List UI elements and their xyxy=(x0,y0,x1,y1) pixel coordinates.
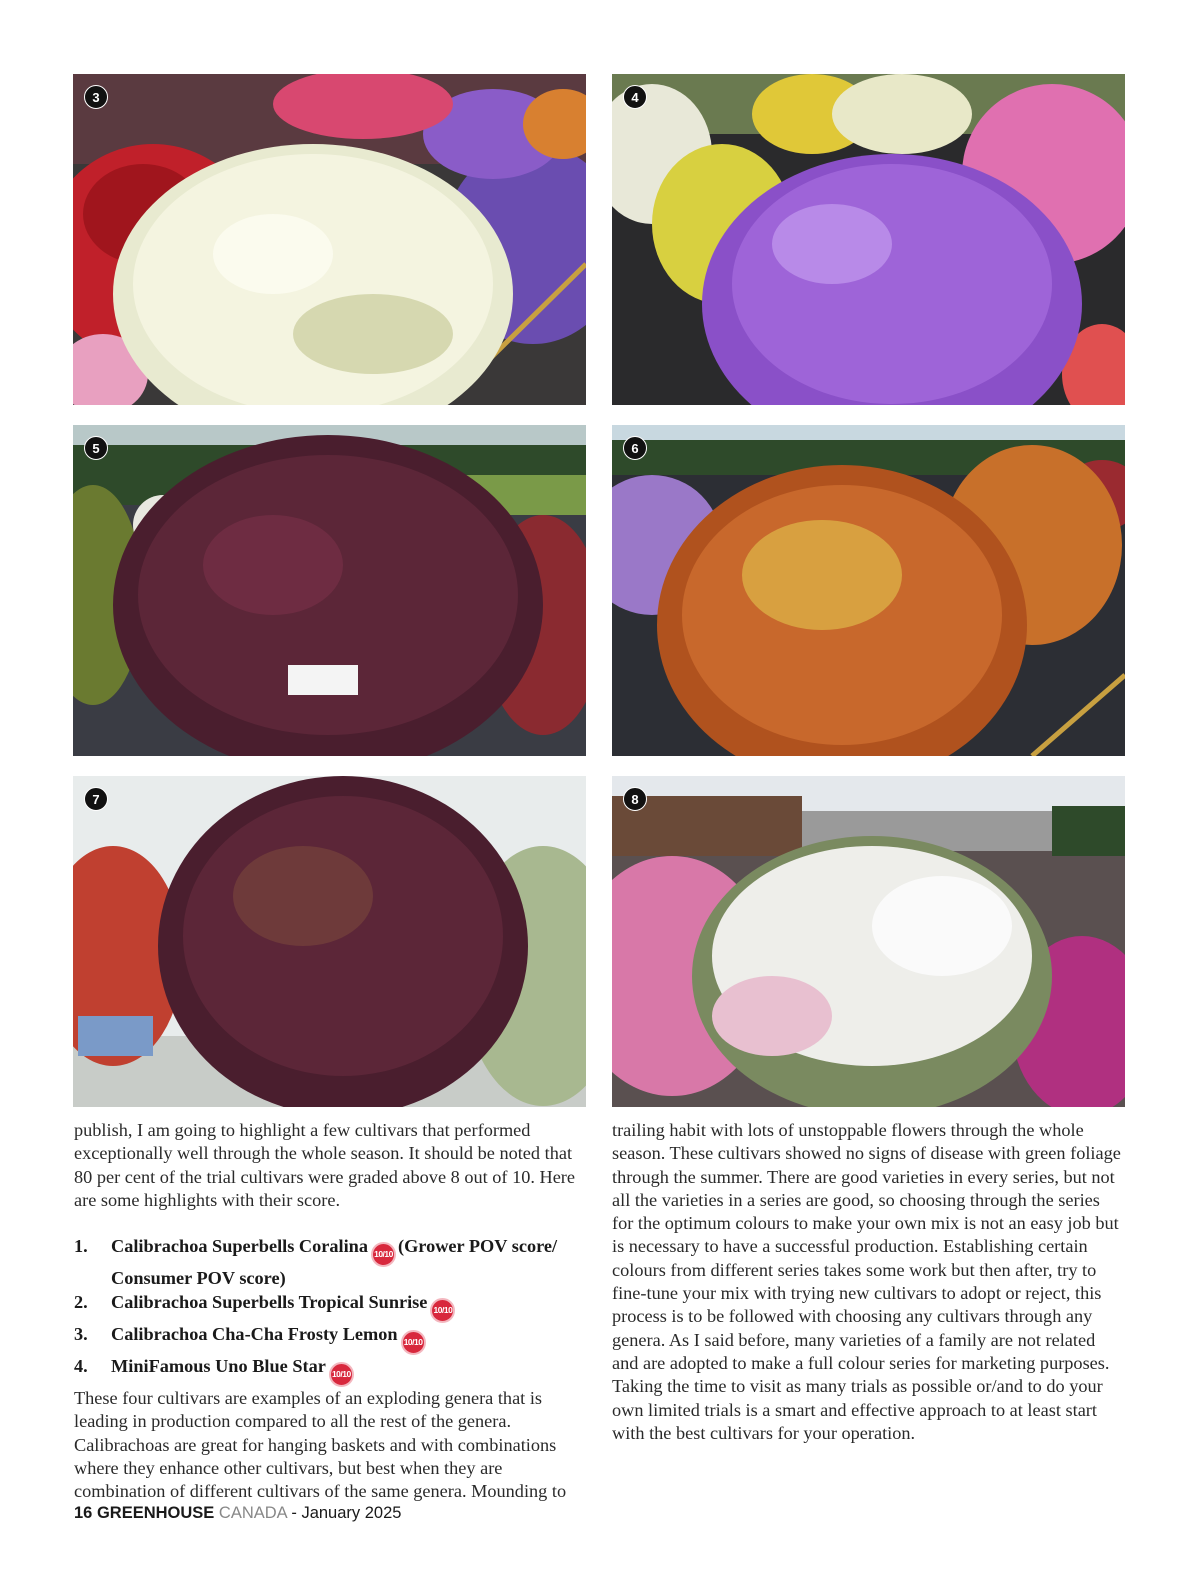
intro-paragraph: publish, I am going to highlight a few cultivars that performed exceptionally well through the whole season. It should be noted that 80 per cent of the trial cultivars were graded above 8 out of 10. Here are some highlights with their score. xyxy=(74,1120,576,1210)
score-badge: 10/10 xyxy=(430,1298,455,1323)
photo-number-badge: 8 xyxy=(623,787,647,811)
magazine-brand: GREENHOUSE xyxy=(96,1504,215,1522)
photo-number-badge: 6 xyxy=(623,436,647,460)
photo-5-image xyxy=(73,425,586,756)
body-paragraph: These four cultivars are examples of an exploding genera that is leading in production compared to all the rest of the genera. Calibrachoas are great for hanging baskets and with combinations where they enhance other cultivars, but best when they are combination of different cultivars of the same genera. Mounding to xyxy=(74,1388,567,1502)
photo-number-badge: 4 xyxy=(623,85,647,109)
highlights-list xyxy=(74,1235,587,1387)
photo-7-coleus-hanging-basket xyxy=(73,776,586,1107)
body-paragraph: trailing habit with lots of unstoppable flowers through the whole season. These cultivars showed no signs of disease with green foliage through the summer. There are good varieties in every series, but not all the varieties in a series are good, so choosing through the series for the optimum colours to make your own mix is not an easy job but is necessary to have a successful production. Establishing certain colours from different series takes some work but then after, try to fine-tune your mix with trying new cultivars to adopt or reject, this process is to be followed with choosing any cultivars through any genera. As I said before, many varieties of a family are not related and are adopted to make a full colour series for marketing purposes. Taking the time to visit as many trials as possible or/and to do your own limited trials is a smart and effective approach to at least start with the best cultivars for your operation. xyxy=(612,1120,1121,1443)
list-item xyxy=(74,1291,587,1323)
photo-6-image xyxy=(612,425,1125,756)
list-item xyxy=(74,1323,587,1355)
photo-number-badge: 3 xyxy=(84,85,108,109)
photo-8-white-gaura xyxy=(612,776,1125,1107)
page-footer xyxy=(74,1504,401,1523)
photo-7-image xyxy=(73,776,586,1107)
list-number: 3. xyxy=(74,1323,88,1344)
list-number: 2. xyxy=(74,1291,88,1312)
photo-3-white-calibrachoa xyxy=(73,74,586,405)
right-column xyxy=(612,1119,1125,1445)
score-badge: 10/10 xyxy=(329,1362,354,1387)
page-number: 16 xyxy=(74,1504,93,1522)
score-badge: 10/10 xyxy=(401,1330,426,1355)
photo-8-image xyxy=(612,776,1125,1107)
photo-4-purple-calibrachoa xyxy=(612,74,1125,405)
list-item xyxy=(74,1235,587,1290)
list-number: 4. xyxy=(74,1355,88,1376)
list-number: 1. xyxy=(74,1236,88,1257)
cultivar-name: Calibrachoa Cha-Cha Frosty Lemon xyxy=(111,1323,398,1344)
photo-4-image xyxy=(612,74,1125,405)
photo-5-dark-coleus xyxy=(73,425,586,756)
left-column xyxy=(74,1119,587,1504)
cultivar-name: Calibrachoa Superbells Tropical Sunrise xyxy=(111,1291,428,1312)
photo-3-image xyxy=(73,74,586,405)
photo-number-badge: 7 xyxy=(84,787,108,811)
photo-6-orange-coleus xyxy=(612,425,1125,756)
score-badge: 10/10 xyxy=(371,1242,396,1267)
cultivar-name: MiniFamous Uno Blue Star xyxy=(111,1355,326,1376)
cultivar-name: Calibrachoa Superbells Coralina xyxy=(111,1236,368,1257)
photo-number-badge: 5 xyxy=(84,436,108,460)
magazine-brand-suffix: CANADA xyxy=(218,1504,287,1522)
list-item xyxy=(74,1355,587,1387)
score-note: (Grower POV score/ Consumer POV score) xyxy=(111,1236,558,1289)
issue-date: - January 2025 xyxy=(291,1504,402,1522)
